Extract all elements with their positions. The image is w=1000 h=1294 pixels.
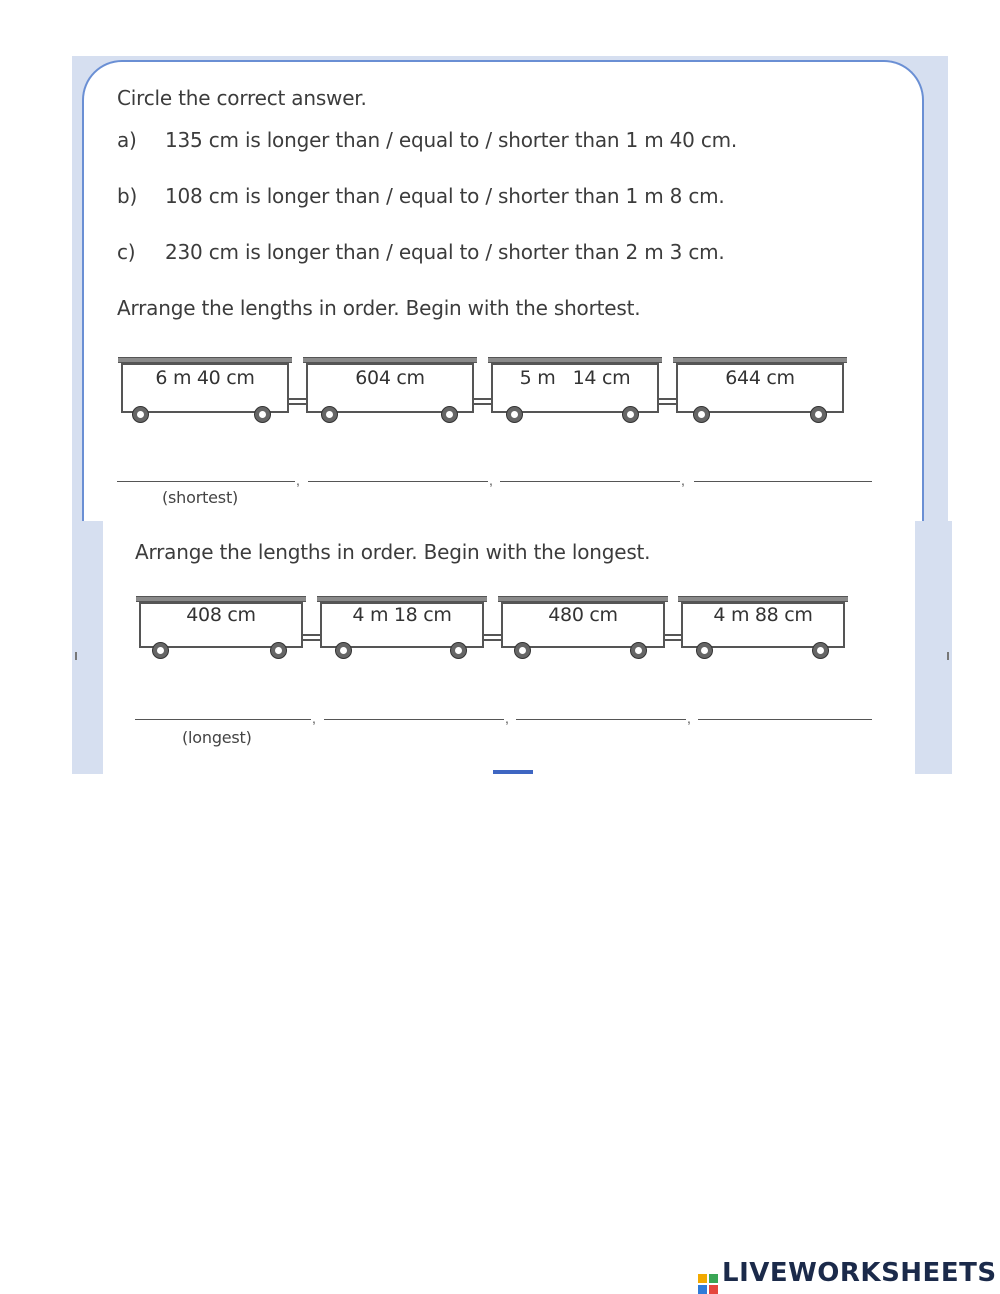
wheel-icon	[450, 642, 467, 659]
train-cart	[488, 357, 662, 427]
separator: ,	[312, 710, 316, 726]
wheel-icon	[693, 406, 710, 423]
train-cart	[498, 596, 668, 662]
wheel-icon	[630, 642, 647, 659]
wheel-icon	[335, 642, 352, 659]
train-cart	[317, 596, 487, 662]
wheel-icon	[514, 642, 531, 659]
separator: ,	[296, 472, 300, 488]
arrange-shortest-heading: Arrange the lengths in order. Begin with the shortest.	[117, 296, 641, 320]
question-text: 108 cm is longer than / equal to / shorter than 1 m 8 cm.	[165, 184, 725, 208]
arrange-longest-heading: Arrange the lengths in order. Begin with the longest.	[135, 540, 651, 564]
wheel-icon	[622, 406, 639, 423]
wheel-icon	[321, 406, 338, 423]
logo-square	[698, 1274, 707, 1283]
answer-line[interactable]	[516, 719, 686, 720]
wheel-icon	[810, 406, 827, 423]
answer-line[interactable]	[117, 481, 295, 482]
cart-label: 4 m 18 cm	[352, 604, 452, 626]
question-label: c)	[117, 240, 136, 264]
cart-label: 644 cm	[725, 367, 795, 389]
question-label: b)	[117, 184, 138, 208]
train-cart	[673, 357, 847, 427]
longest-label: (longest)	[182, 728, 252, 747]
separator: ,	[489, 472, 493, 488]
liveworksheets-logo	[698, 1258, 997, 1294]
separator: ,	[681, 472, 685, 488]
wheel-icon	[441, 406, 458, 423]
resize-handle-left	[75, 652, 77, 660]
train-cart	[118, 357, 292, 427]
logo-square	[709, 1285, 718, 1294]
answer-line[interactable]	[698, 719, 872, 720]
cart-label: 6 m 40 cm	[155, 367, 255, 389]
wheel-icon	[254, 406, 271, 423]
cart-label: 5 m 14 cm	[519, 367, 631, 389]
question-text: 135 cm is longer than / equal to / shorter than 1 m 40 cm.	[165, 128, 738, 152]
cart-label: 480 cm	[548, 604, 618, 626]
logo-square	[709, 1274, 718, 1283]
question-label: a)	[117, 128, 137, 152]
logo-text: LIVEWORKSHEETS	[722, 1258, 997, 1288]
cart-label: 4 m 88 cm	[713, 604, 813, 626]
answer-line[interactable]	[324, 719, 504, 720]
cart-label: 604 cm	[355, 367, 425, 389]
shortest-label: (shortest)	[162, 488, 239, 507]
wheel-icon	[132, 406, 149, 423]
separator: ,	[505, 710, 509, 726]
answer-line[interactable]	[308, 481, 488, 482]
question-b	[117, 184, 725, 208]
separator: ,	[687, 710, 691, 726]
logo-grid-icon	[698, 1274, 718, 1294]
wheel-icon	[152, 642, 169, 659]
page-indicator	[493, 770, 533, 774]
train-cart	[678, 596, 848, 662]
wheel-icon	[812, 642, 829, 659]
logo-square	[698, 1285, 707, 1294]
answer-line[interactable]	[135, 719, 311, 720]
question-c	[117, 240, 725, 264]
question-text: 230 cm is longer than / equal to / shorter than 2 m 3 cm.	[165, 240, 725, 264]
wheel-icon	[506, 406, 523, 423]
answer-line[interactable]	[500, 481, 680, 482]
train-cart	[303, 357, 477, 427]
wheel-icon	[270, 642, 287, 659]
question-a	[117, 128, 737, 152]
train-cart	[136, 596, 306, 662]
cart-label: 408 cm	[186, 604, 256, 626]
circle-heading: Circle the correct answer.	[117, 86, 367, 110]
answer-line[interactable]	[694, 481, 872, 482]
resize-handle-right	[947, 652, 949, 660]
wheel-icon	[696, 642, 713, 659]
